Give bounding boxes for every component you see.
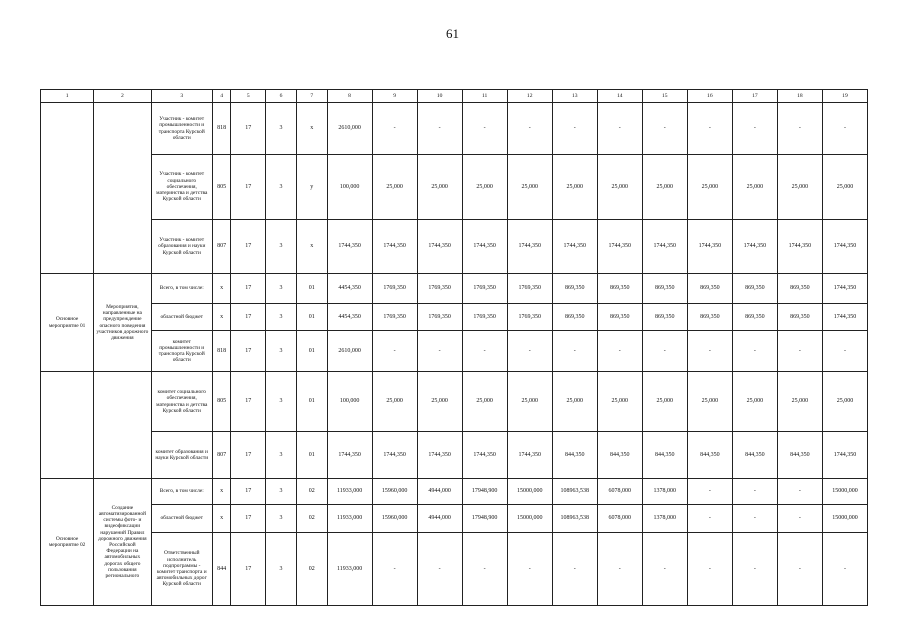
value-cell: 1744,350 — [822, 220, 867, 274]
value-cell: 3 — [266, 274, 297, 304]
value-cell: - — [507, 533, 552, 606]
value-cell: у — [296, 155, 327, 220]
value-cell: - — [642, 533, 687, 606]
column-header: 13 — [552, 90, 597, 103]
value-cell: 1744,350 — [372, 432, 417, 479]
value-cell: 25,000 — [417, 155, 462, 220]
column-header: 16 — [687, 90, 732, 103]
value-cell: - — [552, 103, 597, 155]
value-cell: - — [417, 331, 462, 372]
value-cell: 17 — [231, 533, 266, 606]
value-cell: 3 — [266, 220, 297, 274]
value-cell: 25,000 — [687, 155, 732, 220]
column-header: 6 — [266, 90, 297, 103]
value-cell: - — [687, 479, 732, 505]
header-row — [41, 90, 868, 103]
row-name-cell: Участник - комитет социального обеспечения, материнства и детства Курской области — [151, 155, 212, 220]
table-row — [41, 304, 868, 331]
value-cell: - — [687, 103, 732, 155]
event-label-cell — [41, 103, 94, 274]
column-header: 19 — [822, 90, 867, 103]
value-cell: 25,000 — [732, 155, 777, 220]
value-cell: - — [822, 533, 867, 606]
table-row — [41, 331, 868, 372]
value-cell: - — [507, 331, 552, 372]
value-cell: 869,350 — [687, 274, 732, 304]
row-name-cell: комитет образования и науки Курской области — [151, 432, 212, 479]
value-cell: - — [687, 331, 732, 372]
value-cell: - — [822, 331, 867, 372]
table-row — [41, 155, 868, 220]
value-cell: 25,000 — [687, 372, 732, 432]
value-cell: 1744,350 — [417, 432, 462, 479]
value-cell: 2610,000 — [327, 103, 372, 155]
value-cell: 15000,000 — [507, 505, 552, 533]
value-cell: 869,350 — [732, 304, 777, 331]
value-cell: 25,000 — [552, 155, 597, 220]
value-cell: 15000,000 — [822, 505, 867, 533]
value-cell: 1744,350 — [822, 274, 867, 304]
value-cell: 1744,350 — [552, 220, 597, 274]
value-cell: 3 — [266, 432, 297, 479]
value-cell: 869,350 — [597, 274, 642, 304]
value-cell: 844,350 — [687, 432, 732, 479]
value-cell: 1769,350 — [507, 304, 552, 331]
value-cell: - — [417, 533, 462, 606]
value-cell: 17 — [231, 432, 266, 479]
row-name-cell: Всего, в том числе: — [151, 274, 212, 304]
value-cell: 25,000 — [732, 372, 777, 432]
value-cell: - — [732, 505, 777, 533]
value-cell: 15960,000 — [372, 505, 417, 533]
value-cell: 3 — [266, 304, 297, 331]
value-cell: 818 — [212, 331, 230, 372]
value-cell: 1744,350 — [462, 432, 507, 479]
event-label-cell: Основное мероприятие 01 — [41, 274, 94, 372]
value-cell: 1744,350 — [507, 220, 552, 274]
value-cell: 1744,350 — [642, 220, 687, 274]
value-cell: 01 — [296, 372, 327, 432]
value-cell: 100,000 — [327, 155, 372, 220]
value-cell: 818 — [212, 103, 230, 155]
row-name-cell: комитет социального обеспечения, материнства и детства Курской области — [151, 372, 212, 432]
value-cell: 17 — [231, 103, 266, 155]
value-cell: 25,000 — [642, 155, 687, 220]
page-number: 61 — [446, 26, 459, 41]
value-cell: 807 — [212, 220, 230, 274]
event-label-cell — [41, 372, 94, 479]
value-cell: - — [687, 533, 732, 606]
table-row — [41, 220, 868, 274]
value-cell: 25,000 — [417, 372, 462, 432]
value-cell: 25,000 — [777, 155, 822, 220]
value-cell: 15960,000 — [372, 479, 417, 505]
value-cell: - — [507, 103, 552, 155]
value-cell: 25,000 — [462, 372, 507, 432]
table-row — [41, 479, 868, 505]
column-header: 3 — [151, 90, 212, 103]
value-cell: 1769,350 — [462, 304, 507, 331]
value-cell: 1744,350 — [687, 220, 732, 274]
value-cell: 02 — [296, 505, 327, 533]
value-cell: - — [462, 103, 507, 155]
value-cell: 17 — [231, 331, 266, 372]
value-cell: - — [777, 533, 822, 606]
value-cell: 869,350 — [642, 304, 687, 331]
value-cell: 4454,350 — [327, 304, 372, 331]
value-cell: 6078,000 — [597, 479, 642, 505]
value-cell: 100,000 — [327, 372, 372, 432]
value-cell: х — [296, 103, 327, 155]
column-header: 2 — [94, 90, 151, 103]
value-cell: 869,350 — [777, 304, 822, 331]
value-cell: - — [777, 103, 822, 155]
value-cell: 844,350 — [552, 432, 597, 479]
value-cell: х — [212, 304, 230, 331]
table-row — [41, 372, 868, 432]
value-cell: 01 — [296, 304, 327, 331]
value-cell: 15000,000 — [507, 479, 552, 505]
value-cell: - — [777, 505, 822, 533]
value-cell: 01 — [296, 274, 327, 304]
event-description-cell — [94, 103, 151, 274]
value-cell: 844,350 — [732, 432, 777, 479]
column-header: 14 — [597, 90, 642, 103]
value-cell: 25,000 — [597, 155, 642, 220]
value-cell: - — [597, 103, 642, 155]
value-cell: х — [212, 505, 230, 533]
event-description-cell: Мероприятия, направленные на предупреждение опасного поведения участников дорожного движения — [94, 274, 151, 372]
value-cell: - — [462, 533, 507, 606]
value-cell: 869,350 — [777, 274, 822, 304]
value-cell: 3 — [266, 372, 297, 432]
value-cell: - — [687, 505, 732, 533]
value-cell: 869,350 — [552, 274, 597, 304]
value-cell: 1744,350 — [327, 432, 372, 479]
value-cell: 11933,000 — [327, 479, 372, 505]
value-cell: 6078,000 — [597, 505, 642, 533]
value-cell: - — [732, 331, 777, 372]
row-name-cell: Всего, в том числе: — [151, 479, 212, 505]
value-cell: 869,350 — [642, 274, 687, 304]
value-cell: 869,350 — [597, 304, 642, 331]
row-name-cell: областной бюджет — [151, 505, 212, 533]
value-cell: 01 — [296, 432, 327, 479]
value-cell: 1744,350 — [777, 220, 822, 274]
value-cell: 15000,000 — [822, 479, 867, 505]
value-cell: - — [372, 331, 417, 372]
value-cell: 3 — [266, 479, 297, 505]
value-cell: 1744,350 — [507, 432, 552, 479]
column-header: 5 — [231, 90, 266, 103]
value-cell: 2610,000 — [327, 331, 372, 372]
value-cell: 1769,350 — [507, 274, 552, 304]
value-cell: - — [462, 331, 507, 372]
event-description-cell — [94, 372, 151, 479]
value-cell: 844,350 — [642, 432, 687, 479]
value-cell: 844,350 — [777, 432, 822, 479]
value-cell: 25,000 — [822, 372, 867, 432]
value-cell: 3 — [266, 155, 297, 220]
value-cell: 11933,000 — [327, 533, 372, 606]
row-name-cell: Участник - комитет промышленности и транспорта Курской области — [151, 103, 212, 155]
value-cell: 02 — [296, 533, 327, 606]
value-cell: 4454,350 — [327, 274, 372, 304]
value-cell: 1378,000 — [642, 479, 687, 505]
value-cell: 17 — [231, 372, 266, 432]
value-cell: - — [552, 533, 597, 606]
value-cell: 1744,350 — [372, 220, 417, 274]
table-row — [41, 533, 868, 606]
value-cell: - — [372, 103, 417, 155]
value-cell: 1744,350 — [327, 220, 372, 274]
column-header: 12 — [507, 90, 552, 103]
value-cell: 25,000 — [462, 155, 507, 220]
row-name-cell: Участник - комитет образования и науки Курской области — [151, 220, 212, 274]
value-cell: 17 — [231, 304, 266, 331]
value-cell: 25,000 — [372, 372, 417, 432]
column-header: 9 — [372, 90, 417, 103]
value-cell: 17 — [231, 505, 266, 533]
value-cell: 108963,538 — [552, 479, 597, 505]
budget-table — [40, 89, 868, 606]
value-cell: 4944,000 — [417, 505, 462, 533]
value-cell: 25,000 — [507, 372, 552, 432]
value-cell: 844 — [212, 533, 230, 606]
value-cell: 844,350 — [597, 432, 642, 479]
value-cell: 25,000 — [552, 372, 597, 432]
column-header: 8 — [327, 90, 372, 103]
column-header: 1 — [41, 90, 94, 103]
value-cell: 25,000 — [822, 155, 867, 220]
value-cell: - — [642, 331, 687, 372]
value-cell: 01 — [296, 331, 327, 372]
value-cell: 1769,350 — [372, 274, 417, 304]
value-cell: 4944,000 — [417, 479, 462, 505]
value-cell: 1378,000 — [642, 505, 687, 533]
column-header: 7 — [296, 90, 327, 103]
value-cell: 17 — [231, 220, 266, 274]
value-cell: 25,000 — [597, 372, 642, 432]
value-cell: - — [597, 533, 642, 606]
value-cell: 108963,538 — [552, 505, 597, 533]
column-header: 4 — [212, 90, 230, 103]
value-cell: 1744,350 — [417, 220, 462, 274]
row-name-cell: Ответственный исполнитель подпрограммы - комитет транспорта и автомобильных дорог Курской области — [151, 533, 212, 606]
value-cell: - — [732, 103, 777, 155]
value-cell: - — [822, 103, 867, 155]
column-header: 11 — [462, 90, 507, 103]
value-cell: - — [732, 533, 777, 606]
value-cell: 17 — [231, 155, 266, 220]
value-cell: 1744,350 — [462, 220, 507, 274]
value-cell: - — [552, 331, 597, 372]
value-cell: - — [777, 331, 822, 372]
value-cell: - — [417, 103, 462, 155]
value-cell: 1769,350 — [462, 274, 507, 304]
value-cell: х — [212, 479, 230, 505]
column-header: 15 — [642, 90, 687, 103]
value-cell: 17948,900 — [462, 479, 507, 505]
table-row — [41, 274, 868, 304]
event-label-cell: Основное мероприятие 02 — [41, 479, 94, 606]
value-cell: 869,350 — [732, 274, 777, 304]
table-row — [41, 505, 868, 533]
column-header: 17 — [732, 90, 777, 103]
value-cell: 3 — [266, 331, 297, 372]
value-cell: 25,000 — [507, 155, 552, 220]
value-cell: 869,350 — [552, 304, 597, 331]
value-cell: 17948,900 — [462, 505, 507, 533]
value-cell: 25,000 — [372, 155, 417, 220]
value-cell: 1769,350 — [417, 304, 462, 331]
value-cell: 1744,350 — [822, 304, 867, 331]
value-cell: 17 — [231, 274, 266, 304]
value-cell: 805 — [212, 155, 230, 220]
value-cell: 1744,350 — [822, 432, 867, 479]
value-cell: 3 — [266, 505, 297, 533]
value-cell: 11933,000 — [327, 505, 372, 533]
value-cell: 3 — [266, 103, 297, 155]
column-header: 10 — [417, 90, 462, 103]
value-cell: 25,000 — [777, 372, 822, 432]
value-cell: - — [777, 479, 822, 505]
column-header: 18 — [777, 90, 822, 103]
value-cell: - — [642, 103, 687, 155]
value-cell: 1769,350 — [417, 274, 462, 304]
table-row — [41, 432, 868, 479]
value-cell: 869,350 — [687, 304, 732, 331]
value-cell: 807 — [212, 432, 230, 479]
row-name-cell: областной бюджет — [151, 304, 212, 331]
value-cell: - — [372, 533, 417, 606]
value-cell: 1744,350 — [597, 220, 642, 274]
row-name-cell: комитет промышленности и транспорта Курской области — [151, 331, 212, 372]
value-cell: 1744,350 — [732, 220, 777, 274]
value-cell: 02 — [296, 479, 327, 505]
value-cell: 1769,350 — [372, 304, 417, 331]
table-row — [41, 103, 868, 155]
value-cell: 25,000 — [642, 372, 687, 432]
value-cell: 3 — [266, 533, 297, 606]
value-cell: х — [296, 220, 327, 274]
value-cell: 805 — [212, 372, 230, 432]
value-cell: 17 — [231, 479, 266, 505]
event-description-cell: Создание автоматизированной системы фото- и видеофиксации нарушений Правил дорожного движения Российской Федерации на автомобильных дорогах общего пользования регионального — [94, 479, 151, 606]
value-cell: - — [597, 331, 642, 372]
value-cell: - — [732, 479, 777, 505]
value-cell: х — [212, 274, 230, 304]
